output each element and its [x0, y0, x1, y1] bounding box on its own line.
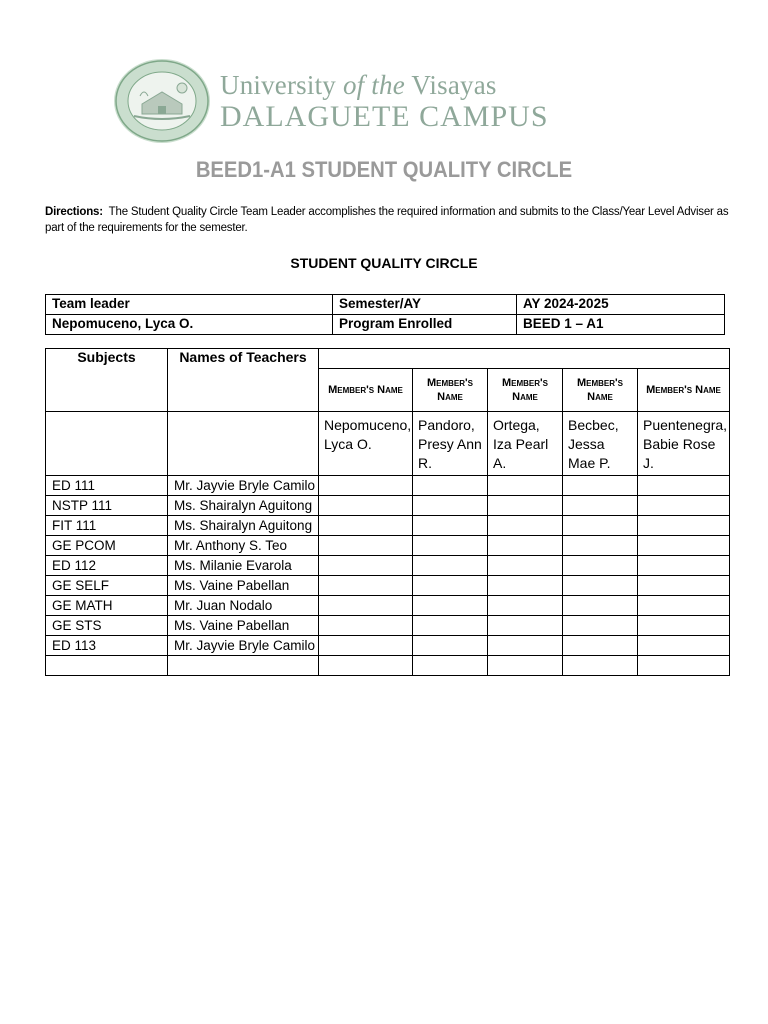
- member-check-cell: [563, 616, 638, 636]
- member-check-cell: [638, 516, 730, 536]
- subject-cell: GE STS: [46, 616, 168, 636]
- member-name-header: Member's Name: [319, 369, 413, 412]
- member-check-cell: [638, 596, 730, 616]
- member-check-cell: [413, 556, 488, 576]
- members-group-header: [319, 349, 730, 369]
- member-check-cell: [638, 476, 730, 496]
- teacher-cell: Ms. Milanie Evarola: [168, 556, 319, 576]
- directions-paragraph: [45, 204, 735, 236]
- teachers-header: Names of Teachers: [168, 349, 319, 412]
- member-check-cell: [488, 516, 563, 536]
- member-check-cell: [413, 636, 488, 656]
- subjects-table: [45, 348, 730, 676]
- member-check-cell: [638, 636, 730, 656]
- team-leader-label: Team leader: [46, 295, 333, 315]
- teacher-cell: Mr. Jayvie Bryle Camilo: [168, 636, 319, 656]
- section-title: STUDENT QUALITY CIRCLE: [290, 255, 478, 271]
- member-check-cell: [563, 516, 638, 536]
- subject-cell: FIT 111: [46, 516, 168, 536]
- member-check-cell: [563, 536, 638, 556]
- member-check-cell: [319, 496, 413, 516]
- member-check-cell: [319, 516, 413, 536]
- teacher-cell: Ms. Vaine Pabellan: [168, 616, 319, 636]
- table-row: [46, 596, 730, 616]
- teacher-cell: Ms. Vaine Pabellan: [168, 576, 319, 596]
- member-check-cell: [638, 496, 730, 516]
- member-name: Pandoro, Presy Ann R.: [413, 412, 488, 476]
- member-name-header: Member's Name: [638, 369, 730, 412]
- directions-label: Directions:: [45, 206, 103, 218]
- member-name: Puentenegra, Babie Rose J.: [638, 412, 730, 476]
- teacher-cell: Mr. Jayvie Bryle Camilo: [168, 476, 319, 496]
- teacher-cell: Mr. Juan Nodalo: [168, 596, 319, 616]
- table-header-row: [46, 349, 730, 369]
- subjects-header: Subjects: [46, 349, 168, 412]
- info-row: [46, 315, 725, 335]
- member-check-cell: [563, 556, 638, 576]
- subject-cell: ED 111: [46, 476, 168, 496]
- member-check-cell: [563, 636, 638, 656]
- program-label: Program Enrolled: [333, 315, 517, 335]
- member-name: Nepomuceno, Lyca O.: [319, 412, 413, 476]
- team-leader-value: Nepomuceno, Lyca O.: [46, 315, 333, 335]
- subject-cell: GE MATH: [46, 596, 168, 616]
- teacher-cell: Mr. Anthony S. Teo: [168, 536, 319, 556]
- member-check-cell: [488, 556, 563, 576]
- member-check-cell: [563, 496, 638, 516]
- member-check-cell: [638, 616, 730, 636]
- member-check-cell: [638, 556, 730, 576]
- member-check-cell: [319, 536, 413, 556]
- member-check-cell: [488, 616, 563, 636]
- table-row: [46, 496, 730, 516]
- member-check-cell: [488, 636, 563, 656]
- table-row: [46, 536, 730, 556]
- member-names-row: [46, 412, 730, 476]
- member-check-cell: [563, 576, 638, 596]
- university-seal-icon: [112, 56, 212, 146]
- member-check-cell: [413, 576, 488, 596]
- subject-cell: ED 113: [46, 636, 168, 656]
- member-check-cell: [319, 556, 413, 576]
- member-check-cell: [488, 496, 563, 516]
- teacher-cell: Ms. Shairalyn Aguitong: [168, 516, 319, 536]
- empty-cell: [46, 412, 168, 476]
- member-name-header: Member's Name: [488, 369, 563, 412]
- member-name: Ortega, Iza Pearl A.: [488, 412, 563, 476]
- table-row: [46, 516, 730, 536]
- subject-rows: [46, 476, 730, 676]
- member-check-cell: [319, 616, 413, 636]
- member-check-cell: [638, 576, 730, 596]
- info-table: [45, 294, 725, 335]
- member-check-cell: [413, 616, 488, 636]
- member-check-cell: [413, 596, 488, 616]
- table-row: [46, 616, 730, 636]
- table-row: [46, 556, 730, 576]
- member-check-cell: [488, 476, 563, 496]
- subject-cell: [46, 656, 168, 676]
- table-row: [46, 636, 730, 656]
- member-check-cell: [638, 656, 730, 676]
- member-check-cell: [413, 536, 488, 556]
- member-name: Becbec, Jessa Mae P.: [563, 412, 638, 476]
- member-name-header: Member's Name: [563, 369, 638, 412]
- member-check-cell: [563, 476, 638, 496]
- teacher-cell: [168, 656, 319, 676]
- subject-cell: NSTP 111: [46, 496, 168, 516]
- teacher-cell: Ms. Shairalyn Aguitong: [168, 496, 319, 516]
- member-check-cell: [413, 476, 488, 496]
- table-row: [46, 476, 730, 496]
- member-check-cell: [413, 516, 488, 536]
- program-value: BEED 1 – A1: [517, 315, 725, 335]
- member-check-cell: [319, 636, 413, 656]
- member-check-cell: [638, 536, 730, 556]
- member-check-cell: [319, 656, 413, 676]
- table-row: [46, 576, 730, 596]
- semester-label: Semester/AY: [333, 295, 517, 315]
- member-check-cell: [319, 476, 413, 496]
- member-check-cell: [319, 576, 413, 596]
- university-header: [112, 56, 582, 146]
- subject-cell: GE PCOM: [46, 536, 168, 556]
- directions-text: The Student Quality Circle Team Leader accomplishes the required information and submits to the Class/Year Level Adviser as part of the requirements for the semester.: [45, 206, 729, 234]
- member-check-cell: [488, 656, 563, 676]
- member-check-cell: [413, 656, 488, 676]
- empty-cell: [168, 412, 319, 476]
- member-name-header: Member's Name: [413, 369, 488, 412]
- campus-name: DALAGUETE CAMPUS: [220, 100, 549, 133]
- table-row: [46, 656, 730, 676]
- subject-cell: ED 112: [46, 556, 168, 576]
- member-check-cell: [563, 596, 638, 616]
- member-check-cell: [488, 596, 563, 616]
- subject-cell: GE SELF: [46, 576, 168, 596]
- member-check-cell: [319, 596, 413, 616]
- university-name: University of the Visayas: [220, 70, 497, 100]
- document-title: BEED1-A1 STUDENT QUALITY CIRCLE: [195, 157, 573, 182]
- member-check-cell: [488, 576, 563, 596]
- member-check-cell: [413, 496, 488, 516]
- member-check-cell: [563, 656, 638, 676]
- member-check-cell: [488, 536, 563, 556]
- info-row: [46, 295, 725, 315]
- ay-value: AY 2024-2025: [517, 295, 725, 315]
